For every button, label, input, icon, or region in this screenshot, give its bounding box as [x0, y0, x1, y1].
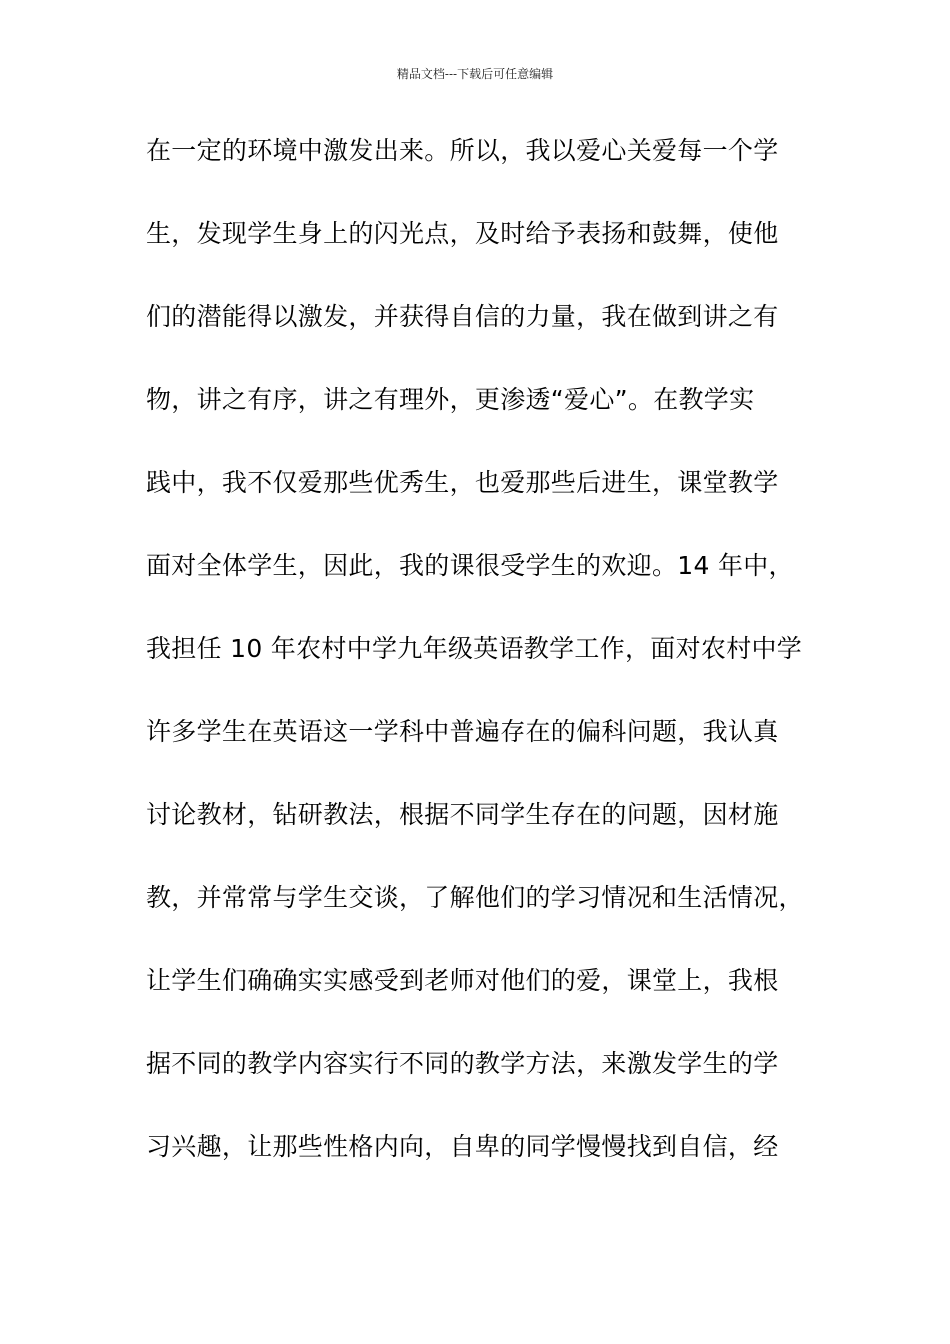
text-line: 据不同的教学内容实行不同的教学方法，来激发学生的学 — [146, 1049, 779, 1078]
text-line: 习兴趣，让那些性格内向，自卑的同学慢慢找到自信，经 — [146, 1132, 779, 1161]
text-line: 们的潜能得以激发，并获得自信的力量，我在做到讲之有 — [146, 302, 779, 331]
text-line: 践中，我不仅爱那些优秀生，也爱那些后进生，课堂教学 — [146, 468, 779, 497]
text-line: 教，并常常与学生交谈，了解他们的学习情况和生活情况， — [146, 883, 804, 912]
text-line: 讨论教材，钻研教法，根据不同学生存在的问题，因材施 — [146, 800, 779, 829]
body-text — [146, 126, 826, 1205]
text-line: 我担任 10 年农村中学九年级英语教学工作，面对农村中学 — [146, 634, 803, 663]
text-line: 许多学生在英语这一学科中普遍存在的偏科问题，我认真 — [146, 717, 779, 746]
text-line: 在一定的环境中激发出来。所以，我以爱心关爱每一个学 — [146, 136, 779, 165]
page-header: 精品文档---下载后可任意编辑 — [396, 67, 554, 81]
text-line: 面对全体学生，因此，我的课很受学生的欢迎。14 年中， — [146, 551, 794, 580]
text-line: 生，发现学生身上的闪光点，及时给予表扬和鼓舞，使他 — [146, 219, 779, 248]
text-line: 让学生们确确实实感受到老师对他们的爱，课堂上，我根 — [146, 966, 779, 995]
text-line: 物，讲之有序，讲之有理外，更渗透“爱心”。在教学实 — [146, 385, 755, 414]
